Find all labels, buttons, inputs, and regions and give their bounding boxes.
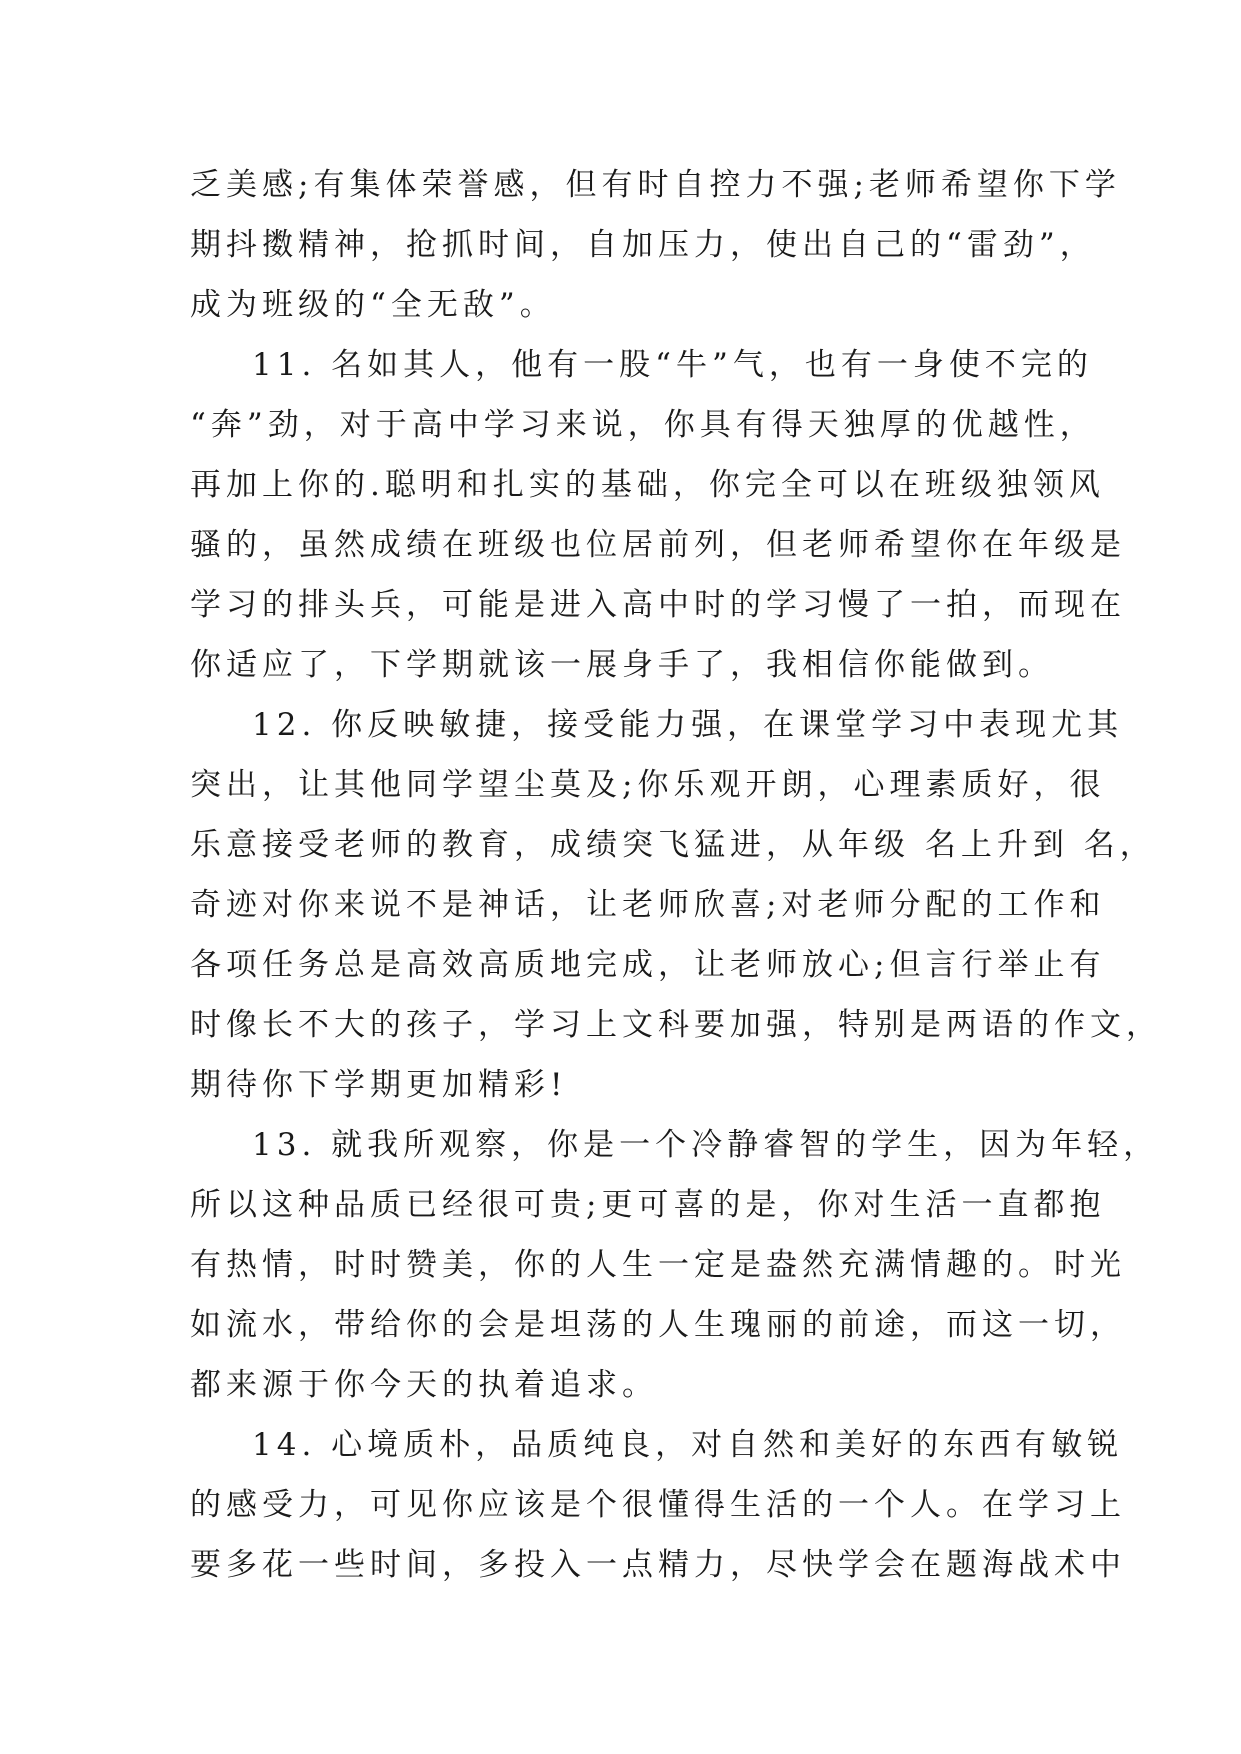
body-text [190, 155, 1162, 1595]
paragraph-14-first-line: 14. 心境质朴，品质纯良，对自然和美好的东西有敏锐 [252, 1427, 1124, 1463]
text-line: 学习的排头兵，可能是进入高中时的学习慢了一拍，而现在 [190, 587, 1126, 623]
text-line: 你适应了，下学期就该一展身手了，我相信你能做到。 [190, 647, 1054, 683]
paragraph-12-first-line: 12. 你反映敏捷，接受能力强，在课堂学习中表现尤其 [252, 707, 1124, 743]
text-line: 骚的，虽然成绩在班级也位居前列，但老师希望你在年级是 [190, 527, 1126, 563]
paragraph-13-first-line: 13. 就我所观察，你是一个冷静睿智的学生，因为年轻， [252, 1127, 1160, 1163]
text-line: 再加上你的.聪明和扎实的基础，你完全可以在班级独领风 [190, 467, 1105, 503]
text-line: 期待你下学期更加精彩! [190, 1067, 568, 1103]
text-line: “奔”劲，对于高中学习来说，你具有得天独厚的优越性， [190, 407, 1096, 443]
text-line: 各项任务总是高效高质地完成，让老师放心;但言行举止有 [190, 947, 1106, 983]
text-line: 有热情，时时赞美，你的人生一定是盎然充满情趣的。时光 [190, 1247, 1126, 1283]
text-line: 奇迹对你来说不是神话，让老师欣喜;对老师分配的工作和 [190, 887, 1106, 923]
text-line: 成为班级的“全无敌”。 [190, 287, 556, 323]
text-line: 的感受力，可见你应该是个很懂得生活的一个人。在学习上 [190, 1487, 1126, 1523]
text-line: 突出，让其他同学望尘莫及;你乐观开朗，心理素质好，很 [190, 767, 1106, 803]
text-line: 期抖擞精神，抢抓时间，自加压力，使出自己的“雷劲”， [190, 227, 1096, 263]
text-line: 时像长不大的孩子，学习上文科要加强，特别是两语的作文， [190, 1007, 1162, 1043]
text-line: 要多花一些时间，多投入一点精力，尽快学会在题海战术中 [190, 1547, 1126, 1583]
text-line: 所以这种品质已经很可贵;更可喜的是，你对生活一直都抱 [190, 1187, 1106, 1223]
paragraph-11-first-line: 11. 名如其人，他有一股“牛”气，也有一身使不完的 [252, 347, 1093, 383]
text-line: 如流水，带给你的会是坦荡的人生瑰丽的前途，而这一切， [190, 1307, 1126, 1343]
text-line: 乏美感;有集体荣誉感，但有时自控力不强;老师希望你下学 [190, 167, 1121, 203]
text-line: 都来源于你今天的执着追求。 [190, 1367, 658, 1403]
text-line: 乐意接受老师的教育，成绩突飞猛进，从年级 名上升到 名， [190, 827, 1156, 863]
